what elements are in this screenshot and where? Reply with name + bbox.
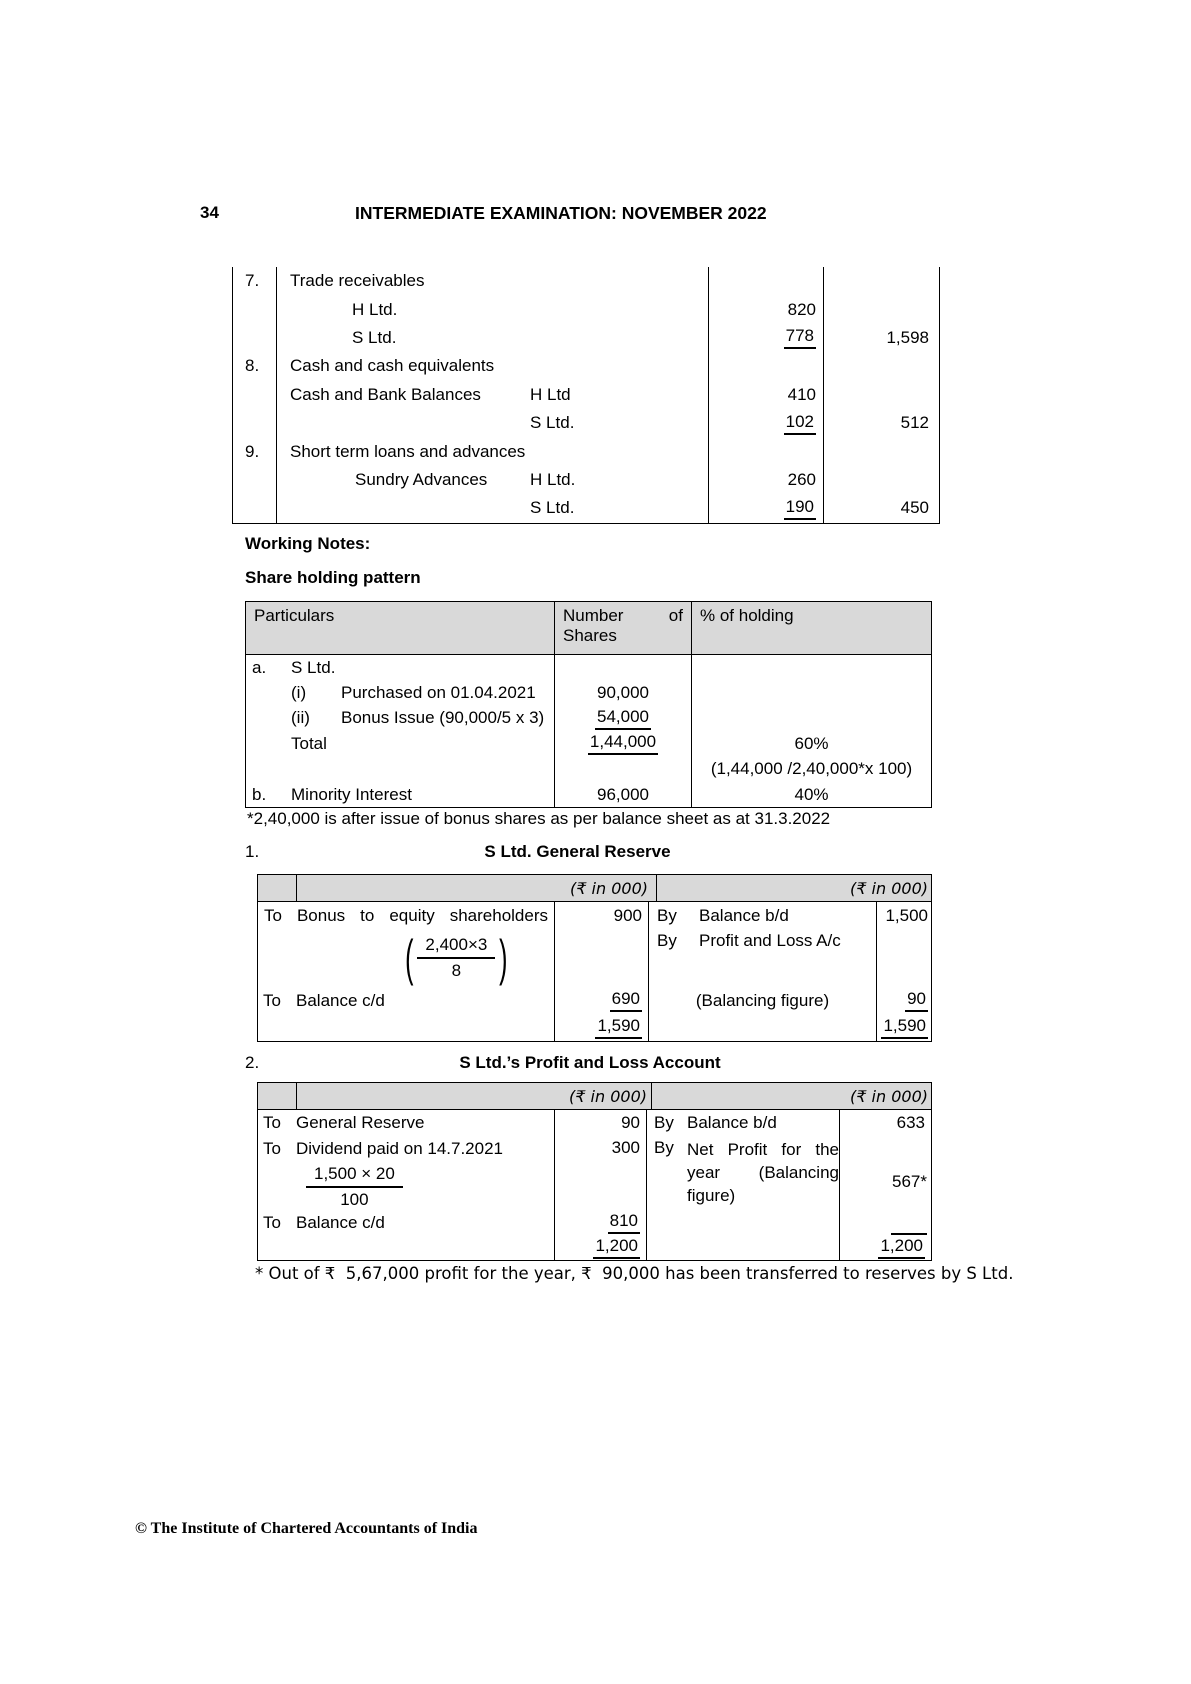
empty-cell [233,295,276,323]
desc-part: H Ltd [530,384,571,404]
empty-cell [258,1235,554,1260]
account-header-row [258,1083,931,1110]
empty-cell [823,466,939,494]
desc-part: Sundry Advances [355,469,488,489]
to-label: To [263,1138,281,1158]
debit-particulars [258,902,554,929]
debit-total [554,1014,648,1041]
item-desc: Cash and cash equivalents [276,352,708,380]
debit-text: General Reserve [296,1113,425,1132]
fraction-denominator: 100 [340,1190,369,1209]
underlined-total: 1,200 [593,1236,640,1259]
total-cell: 450 [823,494,939,522]
working-notes-heading: Working Notes: [245,534,371,553]
by-label: By [657,931,677,950]
item-number: 7. [245,271,260,291]
credit-particulars: (Balancing figure) [648,987,876,1014]
holding-cell: 60% [691,731,931,756]
empty-cell [708,352,823,380]
debit-amount [554,987,648,1014]
row-bullet: (i) [291,683,307,703]
row-text: Purchased on 01.04.2021 [341,683,536,703]
fraction-denominator: 8 [451,961,462,980]
fraction-numerator: 2,400×3 [417,935,495,959]
amount-cell [708,494,823,522]
row-text: S Ltd. [291,657,336,677]
balance-items-table [232,267,940,524]
debit-amount [554,1210,646,1235]
total-cell: 512 [823,409,939,437]
underlined-amount: 90 [905,989,928,1012]
item-desc: S Ltd. [276,494,708,522]
bonus-shares-note: *2,40,000 is after issue of bonus shares as per balance sheet as at 31.3.2022 [247,809,831,828]
debit-particulars [258,987,554,1014]
shares-cell: 90,000 [554,680,691,705]
desc-part: Cash and Bank Balances [290,384,481,404]
credit-amount: 567* [839,1136,931,1210]
empty-cell [708,437,823,465]
shares-cell [554,706,691,731]
page-number: 34 [200,203,219,222]
table-header-row [246,602,931,655]
credit-amount: 1,500 [876,902,931,929]
item-number: 8. [245,356,260,376]
currency-unit-right: (₹ in 000) [656,875,931,901]
amount-cell: 260 [708,466,823,494]
debit-text: Balance c/d [296,1212,385,1232]
row-text: Minority Interest [291,784,412,804]
profit-loss-account-table [257,1082,932,1261]
credit-amount: 633 [839,1110,931,1136]
row-label: Total [291,733,327,753]
holding-cell: 40% [691,782,931,807]
debit-text: Balance c/d [296,990,385,1010]
empty-cell [648,1014,876,1041]
open-paren: ( [404,930,414,986]
empty-cell [554,757,691,782]
empty-cell [691,706,931,731]
empty-cell [233,324,276,352]
row-letter: a. [252,657,267,677]
debit-line [258,1136,554,1161]
row-label [246,680,554,705]
section-1-heading [245,842,910,862]
underlined-amount: 102 [784,412,816,435]
fraction-numerator: 1,500 × 20 [306,1164,403,1188]
underlined-amount: 190 [784,497,816,520]
col-header-shares: Number of Shares [554,602,691,654]
empty-cell [233,494,276,522]
item-desc [276,381,708,409]
section-number: 2. [245,1053,260,1072]
credit-total [876,1014,931,1041]
credit-text: Profit and Loss A/c [699,931,841,950]
amount-cell: 820 [708,295,823,323]
section-title: S Ltd. General Reserve [484,842,671,861]
credit-text: Net Profit for the year (Balancing figure) [687,1140,839,1205]
debit-fraction [258,929,554,987]
debit-amount: 300 [554,1136,646,1210]
row-label [246,782,554,807]
close-paren: ) [499,930,508,986]
empty-cell [554,929,648,987]
copyright-footer: © The Institute of Chartered Accountants of India [135,1520,478,1537]
empty-cell [258,875,297,901]
underlined-total: 1,590 [881,1016,928,1039]
credit-total [839,1235,931,1260]
amount-cell [708,409,823,437]
row-bullet: (ii) [291,708,310,728]
fraction [306,1164,403,1210]
account-header-row [258,875,931,902]
general-reserve-account-table [257,874,932,1042]
col-header-particulars: Particulars [254,606,335,625]
currency-unit-right: (₹ in 000) [651,1083,931,1109]
table-body [246,655,931,807]
underlined-total: 1,590 [595,1016,642,1039]
item-desc [276,466,708,494]
underlined-amount: 1,44,000 [588,732,658,755]
empty-cell [708,267,823,295]
empty-cell [233,409,276,437]
empty-cell [823,381,939,409]
by-label: By [657,905,677,925]
empty-cell [823,295,939,323]
fraction [417,935,495,981]
empty-cell [646,1210,839,1235]
credit-particulars [646,1136,839,1210]
underlined-amount: 778 [784,326,816,349]
item-desc: Short term loans and advances [276,437,708,465]
empty-cell [554,655,691,680]
debit-text: To Bonus to equity shareholders [264,906,548,925]
amount-cell: 410 [708,381,823,409]
credit-text: Balance b/d [687,1113,777,1132]
col-header-holding: % of holding [691,602,931,654]
currency-unit-left: (₹ in 000) [569,1086,647,1106]
debit-particulars [258,1110,554,1136]
debit-amount: 90 [554,1110,646,1136]
to-label: To [263,1212,281,1232]
debit-particulars [258,1210,554,1235]
empty-cell [691,680,931,705]
empty-cell [646,1235,839,1260]
shares-cell: 96,000 [554,782,691,807]
empty-cell [691,655,931,680]
section-title: S Ltd.’s Profit and Loss Account [459,1053,721,1072]
holding-calc-cell: (1,44,000 /2,40,000*x 100) [691,757,931,782]
underlined-amount: 690 [610,989,642,1012]
shares-cell [554,731,691,756]
to-label: To [263,1113,281,1132]
debit-total [554,1235,646,1260]
to-label: To [263,990,281,1010]
account-body [258,902,931,1041]
item-desc: Trade receivables [276,267,708,295]
row-label [246,655,554,680]
underlined-total: 1,200 [878,1236,925,1259]
debit-amount: 900 [554,902,648,929]
empty-cell [823,267,939,295]
item-desc: S Ltd. [276,324,708,352]
profit-transfer-footnote: * Out of ₹ 5,67,000 profit for the year, ₹ 90,000 has been transferred to reserves by S Ltd. [255,1264,1014,1283]
credit-total-rule [839,1210,931,1235]
share-holding-table [245,601,932,808]
credit-particulars [648,902,876,929]
item-number: 9. [245,441,260,461]
debit-particulars [258,1136,554,1210]
credit-particulars [648,929,876,987]
empty-cell [823,352,939,380]
account-body [258,1110,931,1260]
section-number: 1. [245,842,260,861]
empty-cell [246,757,554,782]
underlined-amount: 54,000 [595,707,651,730]
item-desc: S Ltd. [276,409,708,437]
total-cell: 1,598 [823,324,939,352]
desc-part: H Ltd. [530,469,576,489]
section-2-heading [245,1053,935,1073]
row-text: Bonus Issue (90,000/5 x 3) [341,708,545,728]
underlined-amount: 810 [608,1211,640,1234]
empty-cell [823,437,939,465]
debit-text: Dividend paid on 14.7.2021 [296,1138,503,1158]
empty-cell [258,1014,554,1041]
empty-cell [258,1083,297,1109]
empty-cell [233,466,276,494]
row-label [246,706,554,731]
amount-cell [708,324,823,352]
item-desc: H Ltd. [276,295,708,323]
empty-cell [233,381,276,409]
credit-text: Balance b/d [699,905,789,925]
by-label: By [654,1138,674,1157]
currency-unit-left: (₹ in 000) [570,878,648,898]
credit-amount [876,987,931,1014]
row-letter: b. [252,784,267,804]
credit-particulars [646,1110,839,1136]
by-label: By [654,1113,674,1132]
empty-cell [876,929,931,987]
page-header-title: INTERMEDIATE EXAMINATION: NOVEMBER 2022 [355,203,767,223]
share-holding-heading: Share holding pattern [245,568,421,587]
